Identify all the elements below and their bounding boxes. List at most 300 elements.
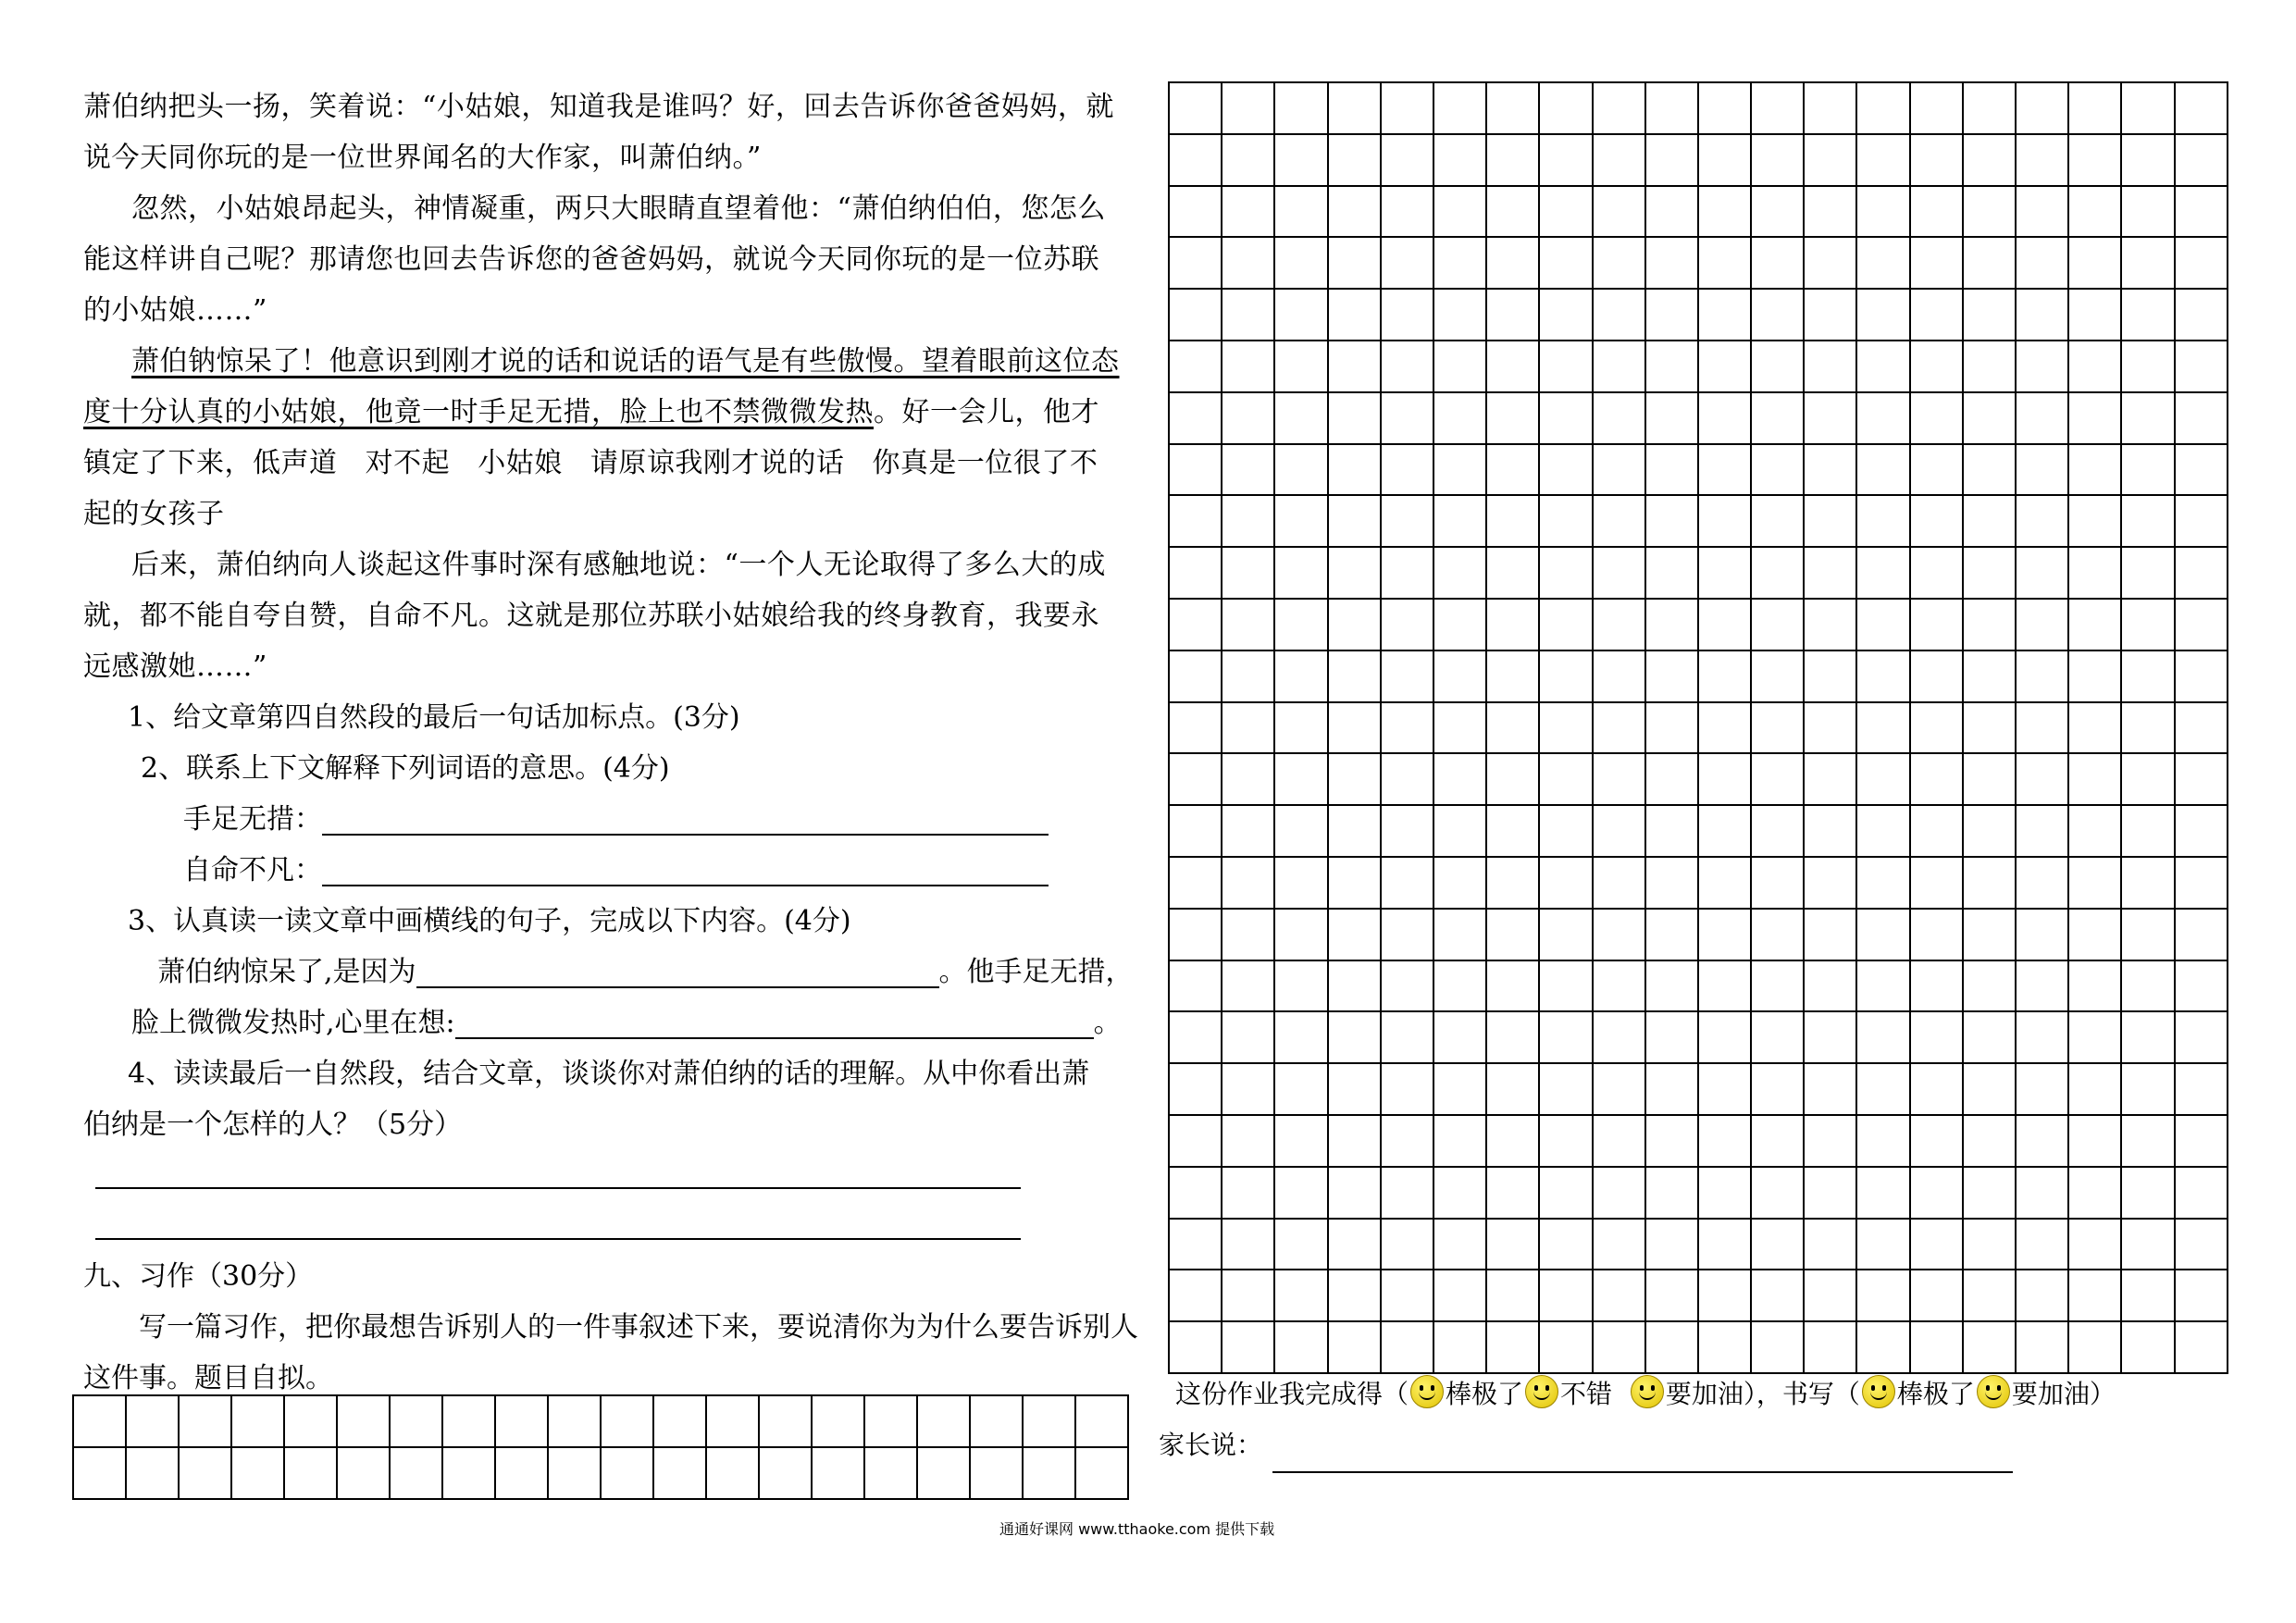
grid-cell[interactable] <box>338 1448 391 1500</box>
grid-cell[interactable] <box>1329 1270 1382 1322</box>
grid-cell[interactable] <box>1540 858 1593 910</box>
grid-cell[interactable] <box>1752 703 1805 755</box>
grid-cell[interactable] <box>1911 1168 1964 1220</box>
grid-cell[interactable] <box>1699 393 1752 445</box>
grid-cell[interactable] <box>1222 858 1275 910</box>
grid-cell[interactable] <box>1752 496 1805 548</box>
grid-cell[interactable] <box>1487 496 1540 548</box>
grid-cell[interactable] <box>1222 1168 1275 1220</box>
grid-cell[interactable] <box>2017 238 2069 290</box>
grid-cell[interactable] <box>1275 600 1328 651</box>
smiley-icon[interactable] <box>1631 1375 1664 1408</box>
grid-cell[interactable] <box>2176 651 2228 703</box>
grid-cell[interactable] <box>2176 1270 2228 1322</box>
grid-cell[interactable] <box>1076 1396 1129 1448</box>
grid-cell[interactable] <box>1382 910 1434 961</box>
grid-cell[interactable] <box>1594 961 1646 1013</box>
grid-cell[interactable] <box>1752 910 1805 961</box>
grid-cell[interactable] <box>1646 187 1699 239</box>
answer-line[interactable] <box>322 851 1049 886</box>
writing-grid-right[interactable] <box>1168 81 2228 1374</box>
grid-cell[interactable] <box>2017 1064 2069 1116</box>
grid-cell[interactable] <box>1222 445 1275 497</box>
grid-cell[interactable] <box>2176 1064 2228 1116</box>
grid-cell[interactable] <box>1024 1396 1076 1448</box>
grid-cell[interactable] <box>1329 341 1382 393</box>
grid-cell[interactable] <box>1434 754 1487 806</box>
grid-cell[interactable] <box>1329 496 1382 548</box>
grid-cell[interactable] <box>1699 496 1752 548</box>
grid-cell[interactable] <box>1487 135 1540 187</box>
grid-cell[interactable] <box>1329 1168 1382 1220</box>
grid-cell[interactable] <box>1487 393 1540 445</box>
grid-cell[interactable] <box>1857 1322 1910 1374</box>
grid-cell[interactable] <box>1170 393 1222 445</box>
grid-cell[interactable] <box>1275 187 1328 239</box>
grid-cell[interactable] <box>2017 1168 2069 1220</box>
grid-cell[interactable] <box>1699 341 1752 393</box>
grid-cell[interactable] <box>1594 1116 1646 1168</box>
grid-cell[interactable] <box>1699 651 1752 703</box>
grid-cell[interactable] <box>2069 703 2122 755</box>
grid-cell[interactable] <box>1805 806 1857 858</box>
grid-cell[interactable] <box>1857 548 1910 600</box>
grid-cell[interactable] <box>1434 83 1487 135</box>
grid-cell[interactable] <box>1911 445 1964 497</box>
grid-cell[interactable] <box>1540 1012 1593 1064</box>
grid-cell[interactable] <box>1911 1064 1964 1116</box>
grid-cell[interactable] <box>1540 1116 1593 1168</box>
grid-cell[interactable] <box>813 1448 865 1500</box>
grid-cell[interactable] <box>496 1396 549 1448</box>
grid-cell[interactable] <box>865 1396 918 1448</box>
rating-option[interactable]: 要加油 <box>1665 1379 1744 1409</box>
grid-cell[interactable] <box>1382 238 1434 290</box>
answer-line[interactable] <box>95 1238 1021 1240</box>
grid-cell[interactable] <box>1805 1270 1857 1322</box>
grid-cell[interactable] <box>2069 496 2122 548</box>
grid-cell[interactable] <box>1540 1270 1593 1322</box>
grid-cell[interactable] <box>1646 341 1699 393</box>
grid-cell[interactable] <box>2017 1116 2069 1168</box>
grid-cell[interactable] <box>2069 1270 2122 1322</box>
grid-cell[interactable] <box>1699 445 1752 497</box>
grid-cell[interactable] <box>1594 1220 1646 1271</box>
grid-cell[interactable] <box>1170 703 1222 755</box>
grid-cell[interactable] <box>1911 290 1964 341</box>
grid-cell[interactable] <box>1805 1116 1857 1168</box>
grid-cell[interactable] <box>1170 548 1222 600</box>
grid-cell[interactable] <box>1646 754 1699 806</box>
grid-cell[interactable] <box>2017 1012 2069 1064</box>
grid-cell[interactable] <box>1646 496 1699 548</box>
grid-cell[interactable] <box>654 1396 707 1448</box>
grid-cell[interactable] <box>971 1396 1024 1448</box>
grid-cell[interactable] <box>1222 961 1275 1013</box>
grid-cell[interactable] <box>1540 238 1593 290</box>
grid-cell[interactable] <box>1434 961 1487 1013</box>
grid-cell[interactable] <box>1275 1012 1328 1064</box>
grid-cell[interactable] <box>1222 1220 1275 1271</box>
grid-cell[interactable] <box>1594 910 1646 961</box>
grid-cell[interactable] <box>1329 961 1382 1013</box>
grid-cell[interactable] <box>1857 1116 1910 1168</box>
grid-cell[interactable] <box>1594 1322 1646 1374</box>
grid-cell[interactable] <box>2069 961 2122 1013</box>
grid-cell[interactable] <box>760 1396 813 1448</box>
grid-cell[interactable] <box>1805 548 1857 600</box>
grid-cell[interactable] <box>2069 651 2122 703</box>
grid-cell[interactable] <box>1911 754 1964 806</box>
grid-cell[interactable] <box>1752 445 1805 497</box>
grid-cell[interactable] <box>813 1396 865 1448</box>
grid-cell[interactable] <box>2176 496 2228 548</box>
grid-cell[interactable] <box>2122 393 2175 445</box>
grid-cell[interactable] <box>1646 290 1699 341</box>
grid-cell[interactable] <box>1805 651 1857 703</box>
grid-cell[interactable] <box>1646 1322 1699 1374</box>
grid-cell[interactable] <box>1699 600 1752 651</box>
grid-cell[interactable] <box>1594 135 1646 187</box>
grid-cell[interactable] <box>1434 341 1487 393</box>
smiley-icon[interactable] <box>1525 1375 1558 1408</box>
grid-cell[interactable] <box>1857 703 1910 755</box>
grid-cell[interactable] <box>1434 1270 1487 1322</box>
grid-cell[interactable] <box>1964 651 2017 703</box>
grid-cell[interactable] <box>1382 858 1434 910</box>
grid-cell[interactable] <box>1170 1012 1222 1064</box>
grid-cell[interactable] <box>1964 754 2017 806</box>
grid-cell[interactable] <box>1964 961 2017 1013</box>
grid-cell[interactable] <box>1329 910 1382 961</box>
grid-cell[interactable] <box>2122 806 2175 858</box>
grid-cell[interactable] <box>1382 290 1434 341</box>
grid-cell[interactable] <box>1487 1064 1540 1116</box>
grid-cell[interactable] <box>2122 1012 2175 1064</box>
grid-cell[interactable] <box>1540 290 1593 341</box>
grid-cell[interactable] <box>1170 1322 1222 1374</box>
grid-cell[interactable] <box>1222 1064 1275 1116</box>
grid-cell[interactable] <box>1594 445 1646 497</box>
rating-option[interactable]: 不错 <box>1560 1379 1613 1409</box>
grid-cell[interactable] <box>1275 1270 1328 1322</box>
smiley-icon[interactable] <box>1977 1375 2010 1408</box>
grid-cell[interactable] <box>232 1448 285 1500</box>
grid-cell[interactable] <box>1382 548 1434 600</box>
grid-cell[interactable] <box>1911 961 1964 1013</box>
grid-cell[interactable] <box>2176 1322 2228 1374</box>
grid-cell[interactable] <box>1752 858 1805 910</box>
grid-cell[interactable] <box>1594 496 1646 548</box>
grid-cell[interactable] <box>1805 393 1857 445</box>
grid-cell[interactable] <box>2176 703 2228 755</box>
grid-cell[interactable] <box>1434 187 1487 239</box>
grid-cell[interactable] <box>1646 651 1699 703</box>
grid-cell[interactable] <box>2122 290 2175 341</box>
grid-cell[interactable] <box>1329 1064 1382 1116</box>
grid-cell[interactable] <box>2017 600 2069 651</box>
grid-cell[interactable] <box>1222 1116 1275 1168</box>
grid-cell[interactable] <box>1275 910 1328 961</box>
grid-cell[interactable] <box>2122 496 2175 548</box>
grid-cell[interactable] <box>2122 1270 2175 1322</box>
grid-cell[interactable] <box>1540 600 1593 651</box>
grid-cell[interactable] <box>1275 1064 1328 1116</box>
grid-cell[interactable] <box>1170 445 1222 497</box>
grid-cell[interactable] <box>1170 754 1222 806</box>
grid-cell[interactable] <box>2069 1220 2122 1271</box>
grid-cell[interactable] <box>1857 187 1910 239</box>
grid-cell[interactable] <box>1382 806 1434 858</box>
grid-cell[interactable] <box>1487 651 1540 703</box>
grid-cell[interactable] <box>2017 651 2069 703</box>
grid-cell[interactable] <box>2017 1220 2069 1271</box>
grid-cell[interactable] <box>1382 1012 1434 1064</box>
grid-cell[interactable] <box>1699 806 1752 858</box>
grid-cell[interactable] <box>2069 600 2122 651</box>
grid-cell[interactable] <box>1911 910 1964 961</box>
grid-cell[interactable] <box>2069 135 2122 187</box>
grid-cell[interactable] <box>1699 1064 1752 1116</box>
grid-cell[interactable] <box>1540 1168 1593 1220</box>
grid-cell[interactable] <box>1487 703 1540 755</box>
grid-cell[interactable] <box>1911 651 1964 703</box>
grid-cell[interactable] <box>1170 135 1222 187</box>
grid-cell[interactable] <box>1434 135 1487 187</box>
grid-cell[interactable] <box>1752 1064 1805 1116</box>
grid-cell[interactable] <box>1329 1012 1382 1064</box>
grid-cell[interactable] <box>1964 1116 2017 1168</box>
grid-cell[interactable] <box>1646 703 1699 755</box>
grid-cell[interactable] <box>1170 496 1222 548</box>
grid-cell[interactable] <box>1964 1322 2017 1374</box>
grid-cell[interactable] <box>1911 806 1964 858</box>
grid-cell[interactable] <box>1805 1168 1857 1220</box>
grid-cell[interactable] <box>2176 858 2228 910</box>
grid-cell[interactable] <box>1540 83 1593 135</box>
grid-cell[interactable] <box>1857 83 1910 135</box>
grid-cell[interactable] <box>1170 341 1222 393</box>
grid-cell[interactable] <box>1170 1220 1222 1271</box>
grid-cell[interactable] <box>443 1448 496 1500</box>
grid-cell[interactable] <box>1857 290 1910 341</box>
grid-cell[interactable] <box>2122 858 2175 910</box>
grid-cell[interactable] <box>2122 961 2175 1013</box>
grid-cell[interactable] <box>1275 1220 1328 1271</box>
grid-cell[interactable] <box>1752 135 1805 187</box>
grid-cell[interactable] <box>1857 341 1910 393</box>
grid-cell[interactable] <box>2017 83 2069 135</box>
smiley-icon[interactable] <box>1862 1375 1895 1408</box>
grid-cell[interactable] <box>1857 910 1910 961</box>
grid-cell[interactable] <box>1699 754 1752 806</box>
grid-cell[interactable] <box>1487 445 1540 497</box>
answer-line[interactable] <box>455 1004 1094 1039</box>
grid-cell[interactable] <box>1170 83 1222 135</box>
grid-cell[interactable] <box>1646 961 1699 1013</box>
grid-cell[interactable] <box>1964 135 2017 187</box>
grid-cell[interactable] <box>1170 238 1222 290</box>
grid-cell[interactable] <box>1329 858 1382 910</box>
grid-cell[interactable] <box>1805 290 1857 341</box>
grid-cell[interactable] <box>2069 1322 2122 1374</box>
grid-cell[interactable] <box>1964 496 2017 548</box>
grid-cell[interactable] <box>1699 1116 1752 1168</box>
grid-cell[interactable] <box>1699 1220 1752 1271</box>
grid-cell[interactable] <box>2176 806 2228 858</box>
grid-cell[interactable] <box>918 1448 971 1500</box>
grid-cell[interactable] <box>1752 600 1805 651</box>
grid-cell[interactable] <box>1699 1322 1752 1374</box>
grid-cell[interactable] <box>1911 393 1964 445</box>
grid-cell[interactable] <box>1911 83 1964 135</box>
grid-cell[interactable] <box>1964 910 2017 961</box>
grid-cell[interactable] <box>2122 910 2175 961</box>
grid-cell[interactable] <box>2017 187 2069 239</box>
grid-cell[interactable] <box>1275 135 1328 187</box>
grid-cell[interactable] <box>1857 393 1910 445</box>
grid-cell[interactable] <box>1964 858 2017 910</box>
grid-cell[interactable] <box>1805 238 1857 290</box>
grid-cell[interactable] <box>1752 290 1805 341</box>
grid-cell[interactable] <box>2176 1220 2228 1271</box>
grid-cell[interactable] <box>1275 806 1328 858</box>
grid-cell[interactable] <box>1911 600 1964 651</box>
grid-cell[interactable] <box>1434 238 1487 290</box>
grid-cell[interactable] <box>1329 754 1382 806</box>
grid-cell[interactable] <box>2069 1012 2122 1064</box>
grid-cell[interactable] <box>1222 238 1275 290</box>
grid-cell[interactable] <box>1329 83 1382 135</box>
grid-cell[interactable] <box>2017 496 2069 548</box>
grid-cell[interactable] <box>1382 703 1434 755</box>
grid-cell[interactable] <box>1329 393 1382 445</box>
grid-cell[interactable] <box>1434 910 1487 961</box>
grid-cell[interactable] <box>1434 1064 1487 1116</box>
grid-cell[interactable] <box>1911 238 1964 290</box>
grid-cell[interactable] <box>2122 754 2175 806</box>
grid-cell[interactable] <box>1594 187 1646 239</box>
grid-cell[interactable] <box>1382 961 1434 1013</box>
grid-cell[interactable] <box>1540 496 1593 548</box>
grid-cell[interactable] <box>2122 548 2175 600</box>
grid-cell[interactable] <box>1329 806 1382 858</box>
grid-cell[interactable] <box>1646 600 1699 651</box>
grid-cell[interactable] <box>180 1448 232 1500</box>
grid-cell[interactable] <box>1434 1220 1487 1271</box>
grid-cell[interactable] <box>1594 83 1646 135</box>
grid-cell[interactable] <box>1434 393 1487 445</box>
grid-cell[interactable] <box>2017 806 2069 858</box>
grid-cell[interactable] <box>1646 135 1699 187</box>
grid-cell[interactable] <box>1646 1168 1699 1220</box>
grid-cell[interactable] <box>1434 600 1487 651</box>
grid-cell[interactable] <box>1487 910 1540 961</box>
grid-cell[interactable] <box>1329 703 1382 755</box>
grid-cell[interactable] <box>1275 83 1328 135</box>
grid-cell[interactable] <box>1382 1116 1434 1168</box>
grid-cell[interactable] <box>1699 548 1752 600</box>
grid-cell[interactable] <box>1699 961 1752 1013</box>
grid-cell[interactable] <box>1222 496 1275 548</box>
grid-cell[interactable] <box>1646 806 1699 858</box>
grid-cell[interactable] <box>2122 238 2175 290</box>
grid-cell[interactable] <box>2069 858 2122 910</box>
grid-cell[interactable] <box>1752 548 1805 600</box>
grid-cell[interactable] <box>1329 1322 1382 1374</box>
grid-cell[interactable] <box>2122 651 2175 703</box>
grid-cell[interactable] <box>1646 548 1699 600</box>
grid-cell[interactable] <box>1805 858 1857 910</box>
grid-cell[interactable] <box>1487 1220 1540 1271</box>
grid-cell[interactable] <box>2122 135 2175 187</box>
grid-cell[interactable] <box>1487 961 1540 1013</box>
grid-cell[interactable] <box>1275 496 1328 548</box>
grid-cell[interactable] <box>1434 1168 1487 1220</box>
grid-cell[interactable] <box>2069 754 2122 806</box>
grid-cell[interactable] <box>1382 135 1434 187</box>
grid-cell[interactable] <box>1911 858 1964 910</box>
grid-cell[interactable] <box>1222 1322 1275 1374</box>
grid-cell[interactable] <box>1646 910 1699 961</box>
grid-cell[interactable] <box>1964 1012 2017 1064</box>
grid-cell[interactable] <box>391 1396 443 1448</box>
grid-cell[interactable] <box>1329 187 1382 239</box>
grid-cell[interactable] <box>1434 496 1487 548</box>
grid-cell[interactable] <box>1170 651 1222 703</box>
grid-cell[interactable] <box>1170 1168 1222 1220</box>
grid-cell[interactable] <box>285 1448 338 1500</box>
grid-cell[interactable] <box>1911 1220 1964 1271</box>
grid-cell[interactable] <box>1329 548 1382 600</box>
grid-cell[interactable] <box>180 1396 232 1448</box>
grid-cell[interactable] <box>127 1448 180 1500</box>
grid-cell[interactable] <box>1699 238 1752 290</box>
grid-cell[interactable] <box>2069 445 2122 497</box>
grid-cell[interactable] <box>2017 341 2069 393</box>
grid-cell[interactable] <box>443 1396 496 1448</box>
grid-cell[interactable] <box>2069 1116 2122 1168</box>
grid-cell[interactable] <box>1857 238 1910 290</box>
grid-cell[interactable] <box>2017 290 2069 341</box>
grid-cell[interactable] <box>1170 1270 1222 1322</box>
grid-cell[interactable] <box>1594 238 1646 290</box>
grid-cell[interactable] <box>1752 187 1805 239</box>
grid-cell[interactable] <box>1487 341 1540 393</box>
grid-cell[interactable] <box>1382 651 1434 703</box>
grid-cell[interactable] <box>1382 1064 1434 1116</box>
grid-cell[interactable] <box>1805 961 1857 1013</box>
grid-cell[interactable] <box>1805 187 1857 239</box>
grid-cell[interactable] <box>1222 393 1275 445</box>
grid-cell[interactable] <box>1329 1116 1382 1168</box>
grid-cell[interactable] <box>1594 1270 1646 1322</box>
grid-cell[interactable] <box>1382 83 1434 135</box>
grid-cell[interactable] <box>1434 858 1487 910</box>
grid-cell[interactable] <box>1857 1220 1910 1271</box>
grid-cell[interactable] <box>1752 754 1805 806</box>
grid-cell[interactable] <box>2069 910 2122 961</box>
grid-cell[interactable] <box>1170 858 1222 910</box>
grid-cell[interactable] <box>1752 651 1805 703</box>
grid-cell[interactable] <box>1646 1012 1699 1064</box>
grid-cell[interactable] <box>1434 445 1487 497</box>
grid-cell[interactable] <box>2176 83 2228 135</box>
grid-cell[interactable] <box>1222 341 1275 393</box>
grid-cell[interactable] <box>285 1396 338 1448</box>
grid-cell[interactable] <box>1222 806 1275 858</box>
rating-option[interactable]: 棒极了 <box>1446 1379 1524 1409</box>
